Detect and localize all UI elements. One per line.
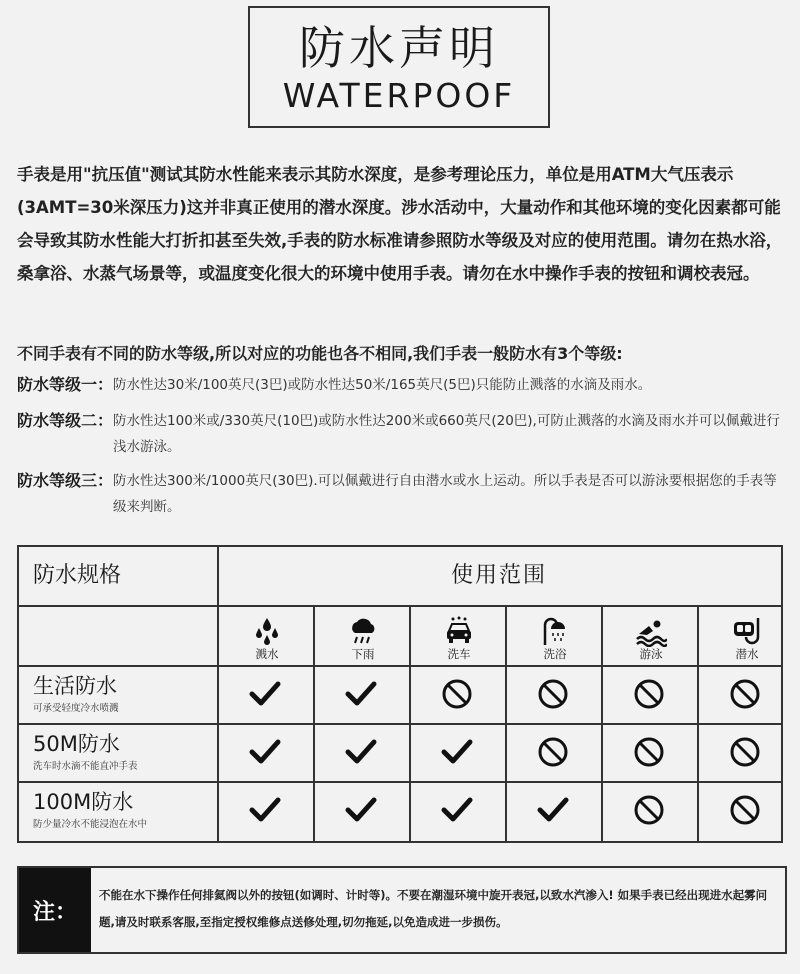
prohibited-icon bbox=[535, 676, 571, 712]
prohibited-icon bbox=[631, 792, 667, 828]
column-shower bbox=[507, 607, 603, 667]
level-text: 防水性达100米或/330英尺(10巴)或防水性达200米或660英尺(20巴),可防止溅落的水滴及雨水并可以佩戴进行浅水游泳。 bbox=[113, 413, 780, 455]
level-text: 防水性达300米/1000英尺(30巴).可以佩戴进行自由潜水或水上运动。所以手表是否可以游泳要根据您的手表等级来判断。 bbox=[113, 473, 777, 515]
row-name: 100M防水 bbox=[33, 790, 134, 814]
level-three bbox=[17, 466, 787, 520]
note-box bbox=[17, 866, 787, 954]
column-splash bbox=[219, 607, 315, 667]
divider bbox=[217, 547, 219, 841]
level-label: 防水等级三： bbox=[17, 471, 114, 490]
row-desc: 防少量冷水不能浸泡在水中 bbox=[33, 819, 148, 830]
check-icon bbox=[247, 734, 283, 770]
column-label: 洗车 bbox=[447, 647, 471, 661]
row-name: 50M防水 bbox=[33, 732, 120, 756]
column-car-wash bbox=[411, 607, 507, 667]
swimmer-icon bbox=[635, 615, 667, 647]
row-name: 生活防水 bbox=[33, 674, 117, 698]
prohibited-icon bbox=[439, 676, 475, 712]
column-label: 潜水 bbox=[735, 647, 759, 661]
column-label: 下雨 bbox=[351, 647, 375, 661]
check-icon bbox=[343, 734, 379, 770]
levels-heading: 不同手表有不同的防水等级,所以对应的功能也各不相同,我们手表一般防水有3个等级: bbox=[17, 344, 623, 363]
title-box bbox=[248, 6, 550, 128]
column-dive bbox=[699, 607, 795, 667]
car-wash-icon bbox=[443, 615, 475, 647]
waterproof-table bbox=[17, 545, 783, 843]
prohibited-icon bbox=[727, 792, 763, 828]
page-title: 防水声明 bbox=[299, 21, 499, 75]
level-one bbox=[17, 370, 787, 400]
diving-mask-icon bbox=[731, 615, 763, 647]
intro-paragraph: 手表是用"抗压值"测试其防水性能来表示其防水深度，是参考理论压力，单位是用ATM大气压表示(3AMT=30米深压力)这并非真正使用的潜水深度。涉水活动中，大量动作和其他环境的变化因素都可能会导致其防水性能大打折扣甚至失效,手表的防水标准请参照防水等级及对应的使用范围。请勿在热水浴，桑拿浴、水蒸气场景等，或温度变化很大的环境中使用手表。请勿在水中操作手表的按钮和调校表冠。 bbox=[17, 165, 783, 283]
check-icon bbox=[343, 676, 379, 712]
divider bbox=[19, 723, 781, 725]
shower-icon bbox=[539, 615, 571, 647]
level-text: 防水性达30米/100英尺(3巴)或防水性达50米/165英尺(5巴)只能防止溅落的水滴及雨水。 bbox=[113, 377, 652, 393]
note-label: 注： bbox=[19, 868, 91, 952]
check-icon bbox=[439, 792, 475, 828]
page-title-english: WATERPOOF bbox=[282, 76, 516, 115]
check-icon bbox=[247, 792, 283, 828]
check-icon bbox=[247, 676, 283, 712]
column-label: 洗浴 bbox=[543, 647, 567, 661]
column-rain bbox=[315, 607, 411, 667]
check-icon bbox=[343, 792, 379, 828]
column-swim bbox=[603, 607, 699, 667]
row-desc: 洗车时水滴不能直冲手表 bbox=[33, 761, 138, 772]
check-icon bbox=[439, 734, 475, 770]
check-icon bbox=[535, 792, 571, 828]
prohibited-icon bbox=[631, 676, 667, 712]
level-two bbox=[17, 406, 787, 460]
column-label: 溅水 bbox=[255, 647, 279, 661]
column-label: 游泳 bbox=[639, 647, 663, 661]
divider bbox=[19, 781, 781, 783]
droplets-icon bbox=[251, 615, 283, 647]
level-label: 防水等级二： bbox=[17, 411, 114, 430]
usage-header: 使用范围 bbox=[450, 563, 547, 588]
prohibited-icon bbox=[727, 734, 763, 770]
row-desc: 可承受轻度冷水喷溅 bbox=[33, 703, 119, 714]
level-label: 防水等级一： bbox=[17, 375, 114, 394]
note-text: 不能在水下操作任何排氦阀以外的按钮(如调时、计时等)。不要在潮湿环境中旋开表冠,以致水汽渗入! 如果手表已经出现进水起雾问题,请及时联系客服,至指定授权维修点送修处理,切勿拖延,以免造成进一步损伤。 bbox=[99, 888, 768, 929]
prohibited-icon bbox=[727, 676, 763, 712]
spec-header: 防水规格 bbox=[33, 563, 122, 588]
rain-cloud-icon bbox=[347, 615, 379, 647]
prohibited-icon bbox=[631, 734, 667, 770]
prohibited-icon bbox=[535, 734, 571, 770]
